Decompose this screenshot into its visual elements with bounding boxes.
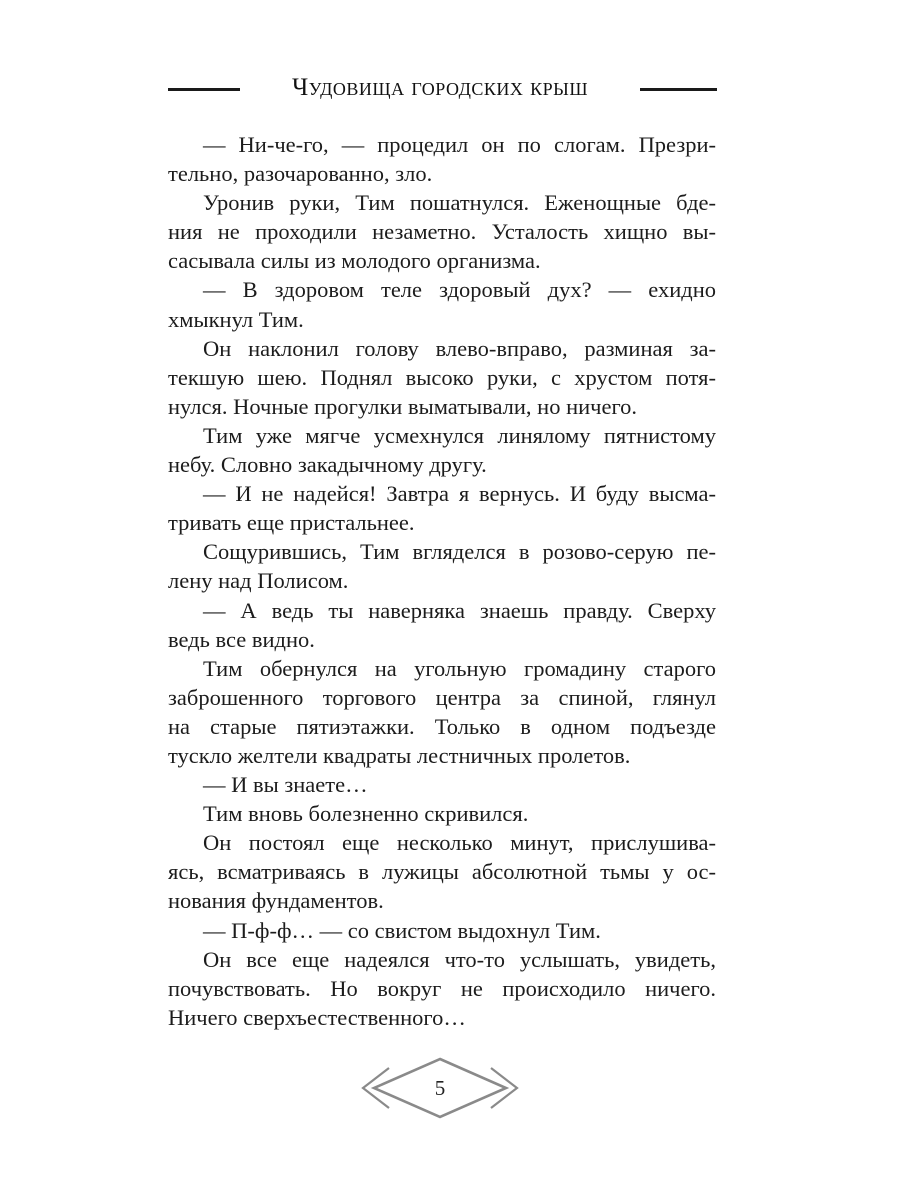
paragraph — [168, 654, 716, 770]
text-line: Он все еще надеялся что-то услышать, увидеть, — [203, 946, 716, 972]
text-line: — И вы знаете… — [203, 772, 368, 798]
text-line: ведь все видно. — [168, 626, 315, 652]
body-text — [168, 130, 716, 1032]
paragraph — [168, 916, 716, 945]
text-line: на старые пятиэтажки. Только в одном подъезде — [168, 713, 716, 739]
running-head-title: Чудовища городских крыш — [291, 74, 589, 101]
text-line: нулся. Ночные прогулки выматывали, но ничего. — [168, 393, 638, 419]
paragraph — [168, 770, 716, 799]
text-line: Тим вновь болезненно скривился. — [203, 801, 529, 827]
text-line: сасывала силы из молодого организма. — [168, 248, 541, 274]
text-line: — А ведь ты наверняка знаешь правду. Сверху — [203, 597, 716, 623]
text-line: Тим обернулся на угольную громадину старого — [203, 655, 716, 681]
text-line: — Ни-че-го, — процедил он по слогам. Презри- — [203, 132, 716, 157]
text-line: Он наклонил голову влево-вправо, разминая за- — [203, 335, 716, 361]
page-number-ornament — [355, 1055, 525, 1121]
text-line: почувствовать. Но вокруг не происходило ничего. — [168, 975, 716, 1001]
paragraph — [168, 421, 716, 479]
text-line: небу. Словно закадычному другу. — [168, 452, 487, 478]
text-line: — И не надейся! Завтра я вернусь. И буду высма- — [203, 481, 716, 507]
text-line: — П-ф-ф… — со свистом выдохнул Тим. — [203, 917, 601, 943]
text-line: Ничего сверхъестественного… — [168, 1004, 466, 1030]
paragraph — [168, 188, 716, 275]
paragraph — [168, 537, 716, 595]
page-number: 5 — [434, 1076, 446, 1100]
text-line: ния не проходили незаметно. Усталость хищно вы- — [168, 219, 716, 245]
text-line: Он постоял еще несколько минут, прислушива- — [203, 830, 716, 856]
paragraph — [168, 799, 716, 828]
text-line: тускло желтели квадраты лестничных пролетов. — [168, 742, 631, 768]
running-head-rule-right — [640, 88, 717, 91]
text-line: тельно, разочарованно, зло. — [168, 161, 433, 187]
text-line: — В здоровом теле здоровый дух? — ехидно — [203, 277, 716, 303]
text-line: нования фундаментов. — [168, 888, 384, 914]
text-line: лену над Полисом. — [168, 568, 349, 594]
running-head-rule-left — [168, 88, 240, 91]
text-line: Сощурившись, Тим вгляделся в розово-серую пе- — [203, 539, 716, 565]
paragraph — [168, 596, 716, 654]
text-line: Тим уже мягче усмехнулся линялому пятнистому — [203, 422, 716, 448]
paragraph — [168, 945, 716, 1032]
paragraph — [168, 275, 716, 333]
text-line: ясь, всматриваясь в лужицы абсолютной тьмы у ос- — [168, 859, 716, 885]
text-line: Уронив руки, Тим пошатнулся. Еженощные бде- — [203, 190, 716, 216]
paragraph — [168, 130, 716, 188]
paragraph — [168, 479, 716, 537]
text-line: хмыкнул Тим. — [168, 306, 304, 332]
text-line: тривать еще пристальнее. — [168, 510, 415, 536]
text-line: текшую шею. Поднял высоко руки, с хрустом потя- — [168, 364, 716, 390]
text-line: заброшенного торгового центра за спиной, глянул — [168, 684, 716, 710]
paragraph — [168, 334, 716, 421]
paragraph — [168, 828, 716, 915]
